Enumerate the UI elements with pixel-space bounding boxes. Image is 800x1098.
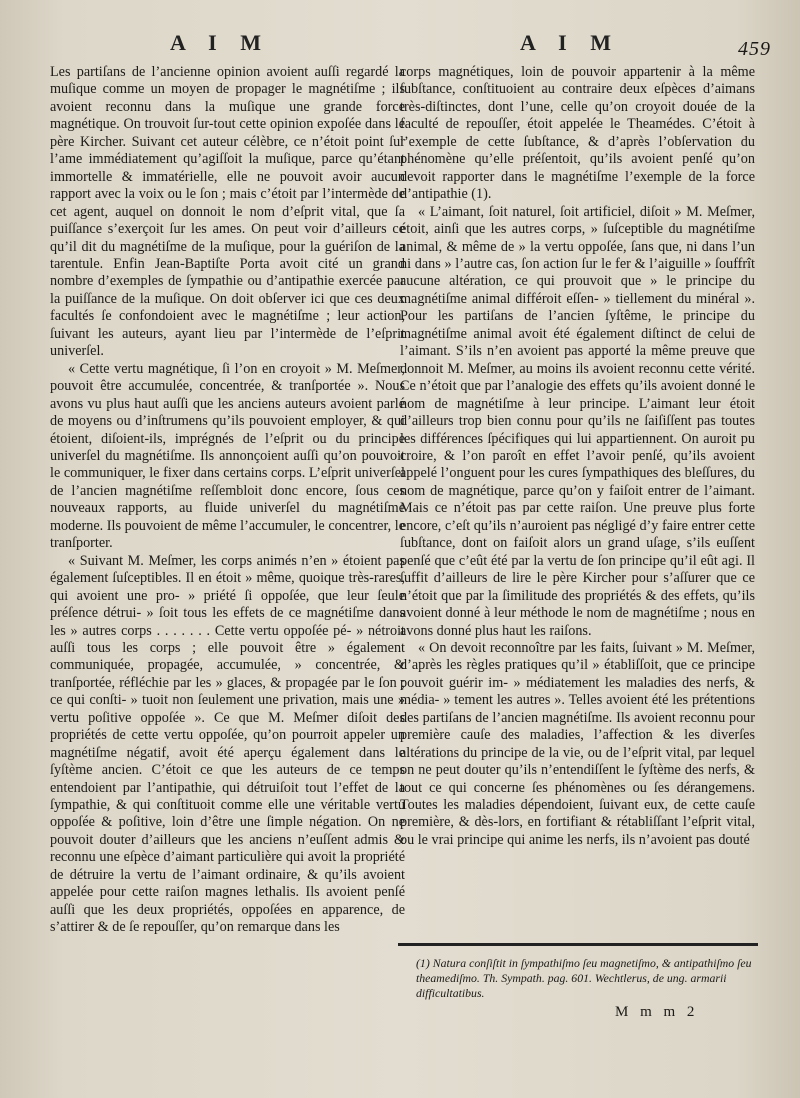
paragraph: « On devoit reconnoître par les faits, ſuivant » M. Meſmer, d’après les règles pratiques qu’il » établiſſoit, que ce principe pouvoit guérir im- » médiatement les maladies des nerfs, & média- » tement les autres ». Telles avoient été les prétentions des partiſans de l’ancien magnétiſme. Ils avoient reconnu pour première cauſe des maladies, l’affection & les diverſes altérations du principe de la vie, ou de l’eſprit vital, par lequel on ne peut douter qu’ils n’entendiſſent le ſyſtème des nerfs, & tout ce qui concerne ſes phénomènes ou ſes dérangemens. Toutes les maladies dépendoient, ſuivant eux, de cette cauſe première, & dès-lors, en fortifiant & rétabliſſant l’eſprit vital, ou le vrai principe qui anime les nerfs, ils n’avoient pas douté [400,639,755,848]
signature-mark: M m m 2 [615,1004,699,1020]
paragraph: « L’aimant, ſoit naturel, ſoit artificiel, diſoit » M. Meſmer, étoit, ainſi que les autres corps, » ſuſceptible du magnétiſme animal, & même de » la vertu oppoſée, ſans que, ni dans l’un ni dans » l’autre cas, ſon action ſur le fer & l’aiguille » ſouffrît aucune altération, ce qui prouvoit que » le principe du magnétiſme animal différoit eſſen- » tiellement du minéral ». Pour les partiſans de l’ancien ſyſtême, le principe du magnétiſme animal avoit été également diſtinct de celui de l’aimant. S’ils n’en avoient pas apporté la même preuve que donnoit M. Meſmer, au moins ils avoient reconnu cette vérité. Ce n’étoit que par l’analogie des effets qu’ils avoient donné le nom de magnétiſme à leur principe. L’aimant leur étoit d’ailleurs trop bien connu pour qu’ils ne ſaiſiſſent pas toutes les différences ſpécifiques qui lui appartiennent. On auroit pu croire, & l’on paroît en effet l’avoir penſé, qu’ils avoient appelé l’onguent pour les cures ſympathiques des bleſſures, du nom de magnétique, parce qu’on y faiſoit entrer de l’aimant. Mais ce n’étoit pas par cette raiſon. Une preuve plus forte encore, c’eſt qu’ils n’auroient pas négligé d’y faire entrer cette ſubſtance, dont on faiſoit alors un grand uſage, s’ils euſſent penſé que c’eût été par la vertu de ſon principe qu’il eût agi. Il ſuffit d’ailleurs de lire le père Kircher pour s’aſſurer que ce n’étoit que par la ſimilitude des propriétés & des effets, qu’ils avoient donné à leur méthode le nom de magnétiſme ; nous en avons donné plus haut les raiſons. [400,203,755,639]
footnote-rule [398,943,758,946]
running-head-left: A I M [170,30,270,55]
running-head-right: A I M [520,30,620,55]
right-column [400,64,755,849]
left-column [50,64,405,937]
paragraph: « Suivant M. Meſmer, les corps animés n’en » étoient pas également ſuſceptibles. Il en étoit » même, quoique très-rares, qui avoient une pro- » priété ſi oppoſée, que leur ſeule préſence détrui- » ſoit tous les effets de ce magnétiſme dans les » autres corps . . . . . . . Cette vertu oppoſée pé- » nétroit auſſi tous les corps ; elle pouvoit être » également communiquée, propagée, accumulée, » concentrée, & tranſportée, réfléchie par les » glaces, & propagée par le ſon ; ce qui conſti- » tuoit non ſeulement une privation, mais une » vertu poſitive oppoſée ». Ce que M. Meſmer diſoit des propriétés de cette vertu oppoſée, qu’on pourroit appeler un magnétiſme négatif, avoit été aperçu également dans le ſyſtème ancien. C’étoit ce que les auteurs de ce temps entendoient par l’antipathie, qui détruiſoit tout l’effet de la ſympathie, & qui conſtituoit comme elle une véritable vertu oppoſée & poſitive, loin d’être une ſimple négation. On ne pouvoit douter d’ailleurs que les anciens n’euſſent admis & reconnu une eſpèce d’aimant particulière qui avoit la propriété de détruire la vertu de l’aimant ordinaire, & qu’ils avoient appelée pour cette raiſon magnes lethalis. Ils avoient penſé auſſi que les deux propriétés, oppoſées en apparence, de s’attirer & de ſe repouſſer, qu’on remarque dans les [50,552,405,936]
footnote: (1) Natura conſiſtit in ſympathiſmo ſeu magnetiſmo, & antipathiſmo ſeu theamediſmo. Th. Sympath. pag. 601. Wechtlerus, de ung. armarii difficultatibus. [416,956,752,1000]
paragraph: corps magnétiques, loin de pouvoir appartenir à la même ſubſtance, conſtituoient au contraire deux eſpèces d’aimans très-diſtinctes, dont l’une, celle qu’on croyoit douée de la faculté de repouſſer, étoit appelée le Theamédes. C’étoit à l’exemple de cette ſubſtance, & d’après l’obſervation du phénomène qu’elle préſentoit, qu’ils avoient penſé qu’on devoit rapporter dans le magnétiſme l’exemple de la force d’antipathie (1). [400,64,755,203]
page-number: 459 [738,38,771,60]
paragraph: « Cette vertu magnétique, ſi l’on en croyoit » M. Meſmer, pouvoit être accumulée, concentrée, & tranſportée ». Nous avons vu plus haut auſſi que les anciens auteurs avoient parlé de moyens ou d’inſtrumens qu’ils pouvoient employer, & qui étoient, diſoient-ils, imprégnés de l’eſprit ou du principe univerſel du magnétiſme. Ils annonçoient auſſi qu’on pouvoit le communiquer, le fixer dans certains corps. L’eſprit univerſel de l’ancien magnétiſme reſſembloit donc encore, ſous ces nouveaux rapports, au fluide univerſel du magnétiſme moderne. Ils pouvoient de même l’accumuler, le concentrer, le tranſporter. [50,360,405,552]
paragraph: Les partiſans de l’ancienne opinion avoient auſſi regardé la muſique comme un moyen de propager le magnétiſme ; ils avoient reconnu dans la muſique une grande force magnétique. On trouvoit ſur-tout cette opinion expoſée dans le père Kircher. Suivant cet auteur célèbre, ce n’étoit point ſur l’ame immédiatement qu’agiſſoit la muſique, parce qu’étant immortelle & immatérielle, elle ne pouvoit avoir aucun rapport avec la voix ou le ſon ; mais c’étoit par l’intermède de cet agent, auquel on donnoit le nom d’eſprit vital, que ſa puiſſance s’exerçoit ſur les ames. On peut voir d’ailleurs ce qu’il dit du magnétiſme de la muſique, pour la guériſon de la tarentule. Enfin Jean-Baptiſte Porta avoit cité un grand nombre d’exemples de ſympathie ou d’antipathie exercée par la puiſſance de la muſique. On doit obſerver ici que ces deux facultés ſe confondoient avec le magnétiſme ; leur action, ſuivant les auteurs, ayant lieu par l’intermède de l’eſprit univerſel. [50,64,405,360]
